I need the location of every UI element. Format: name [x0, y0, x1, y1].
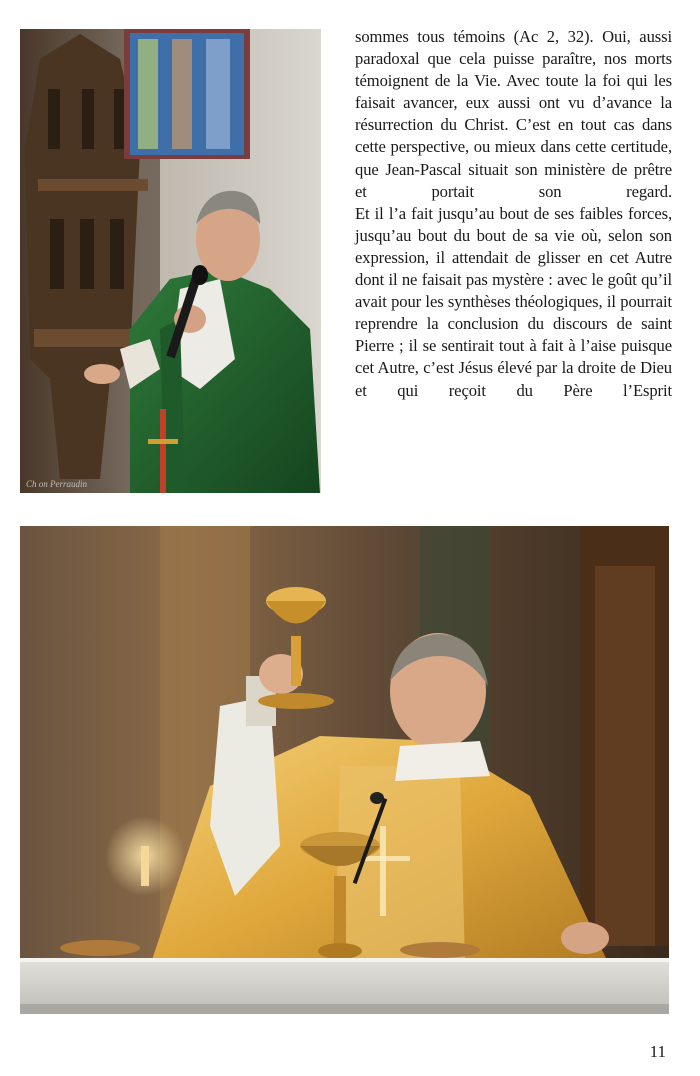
page-number: 11	[649, 1042, 666, 1061]
paragraph-2: Et il l’a fait jusqu’au bout de ses faibles forces, jusqu’au bout du bout de sa vie où, selon son expression, il attendait de glisser en cet Autre dont il ne faisait pas mystère : avec le goût qu’il avait pour les synthèses théologiques, il pourrait reprendre la conclusion du discours de saint Pierre ; il se sentirait tout à fait à l’aise puisque cet Autre, c’est Jésus élevé par la droite de Dieu et qui reçoit du Père l’Esprit	[355, 203, 672, 400]
photo-credit: Ch on Perraudin	[26, 479, 88, 489]
photo-priest-elevating-chalice	[20, 526, 669, 1014]
photo-priest-speaking	[20, 29, 321, 493]
article-text	[355, 26, 672, 402]
paragraph-1: sommes tous témoins (Ac 2, 32). Oui, aussi paradoxal que cela puisse paraître, nos morts témoignent de la Vie. Avec toute la foi qui les faisait avancer, eux aussi ont vu d’avance la résurrection du Christ. C’est en tout cas dans cette perspective, ou mieux dans cette certitude, que Jean-Pascal situait son ministère de prêtre et portait son regard.	[355, 27, 672, 201]
